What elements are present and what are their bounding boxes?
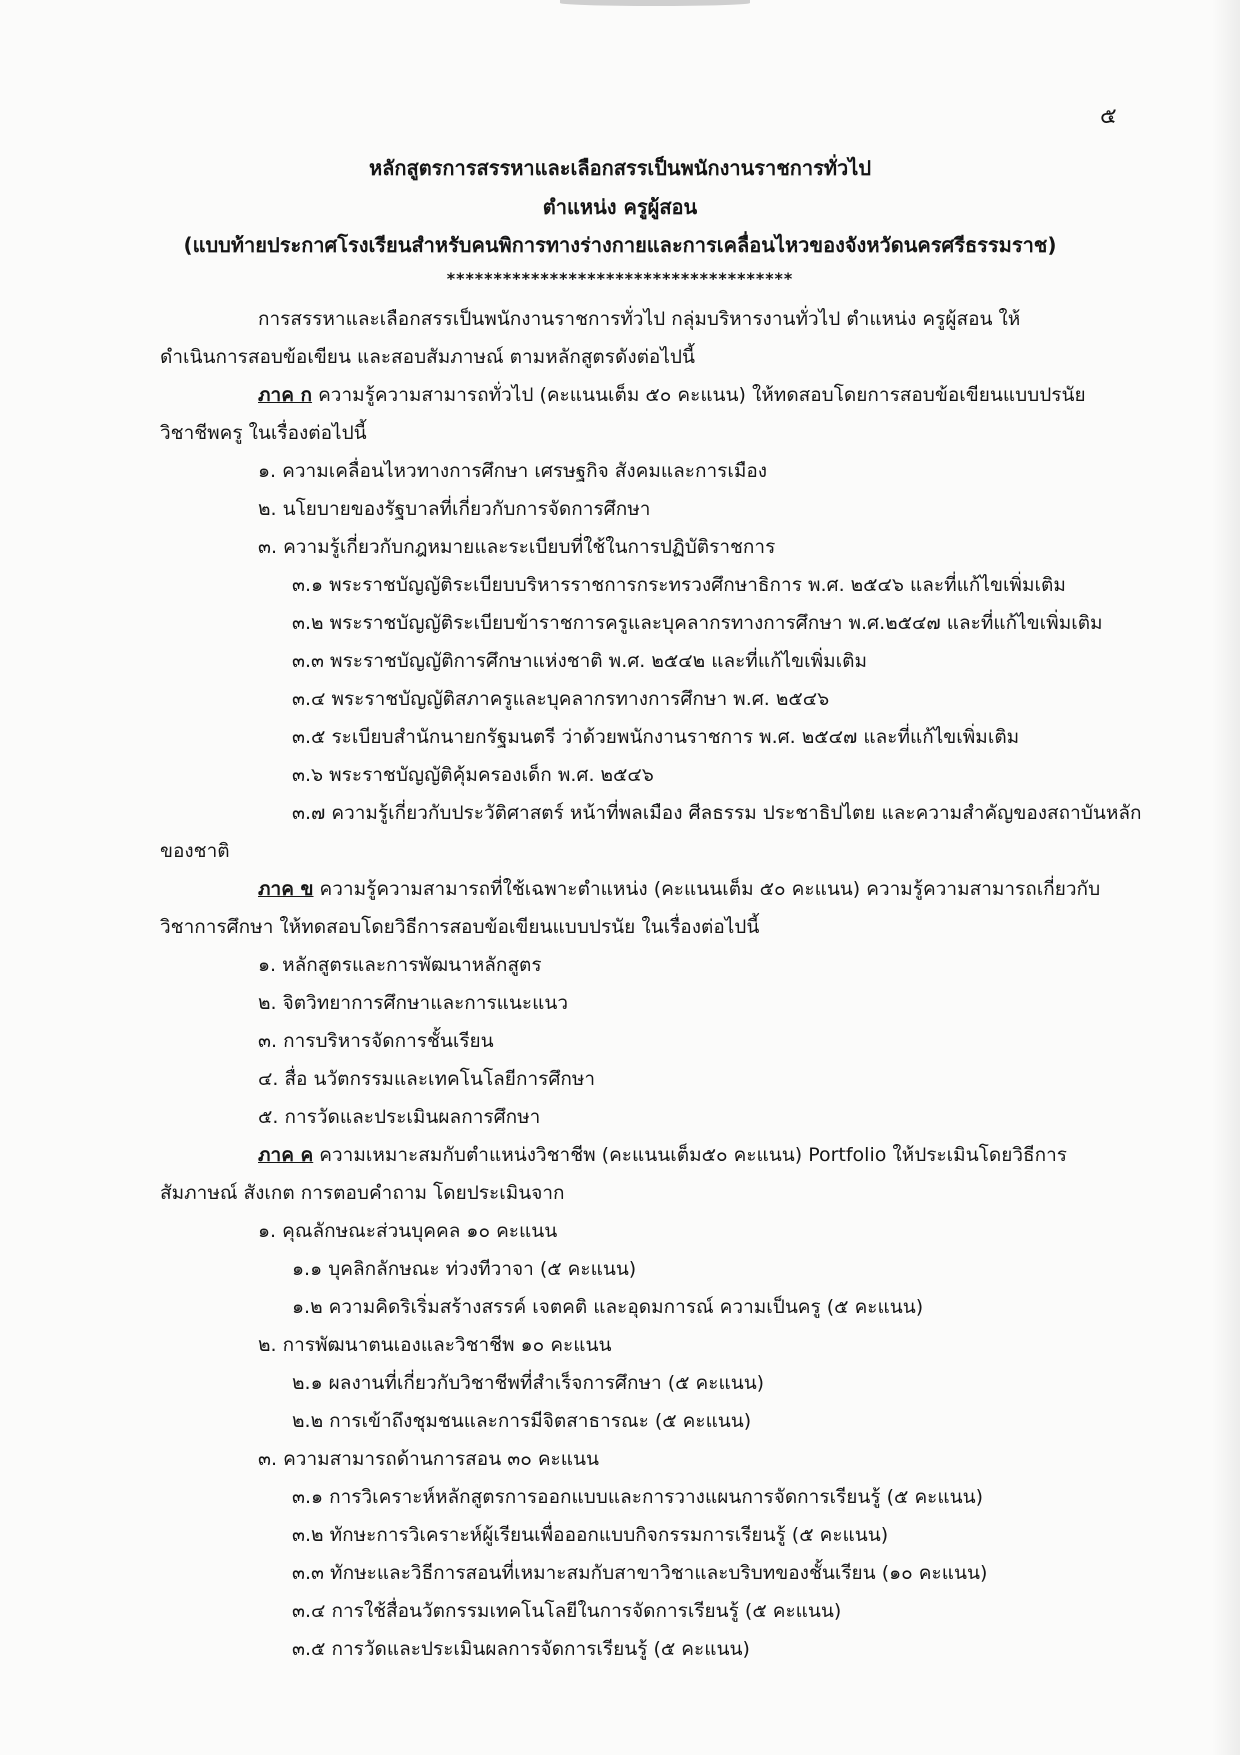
position-title: ตำแหน่ง ครูผู้สอน (542, 195, 698, 219)
part-a-heading (258, 382, 1086, 408)
part-b-item-3: ๓. การบริหารจัดการชั้นเรียน (258, 1030, 494, 1052)
part-b-heading (258, 876, 1100, 902)
part-a-sub-3-7-cont: ของชาติ (160, 840, 230, 862)
part-a-sub-3-7: ๓.๗ ความรู้เกี่ยวกับประวัติศาสตร์ หน้าที่พลเมือง ศีลธรรม ประชาธิปไตย และความสำคัญของสถาบันหลัก (292, 802, 1142, 824)
part-a-sub-3-5: ๓.๕ ระเบียบสำนักนายกรัฐมนตรี ว่าด้วยพนักงานราชการ พ.ศ. ๒๕๔๗ และที่แก้ไขเพิ่มเติม (292, 726, 1020, 748)
part-c-sub-3-3: ๓.๓ ทักษะและวิธีการสอนที่เหมาะสมกับสาขาวิชาและบริบทของชั้นเรียน (๑๐ คะแนน) (292, 1562, 988, 1584)
part-b-item-4: ๔. สื่อ นวัตกรรมและเทคโนโลยีการศึกษา (258, 1068, 596, 1090)
part-a-sub-3-1: ๓.๑ พระราชบัญญัติระเบียบบริหารราชการกระทรวงศึกษาธิการ พ.ศ. ๒๕๔๖ และที่แก้ไขเพิ่มเติม (292, 574, 1066, 596)
part-b-item-2: ๒. จิตวิทยาการศึกษาและการแนะแนว (258, 992, 569, 1014)
part-a-line-2: วิชาชีพครู ในเรื่องต่อไปนี้ (160, 422, 367, 444)
document-title: หลักสูตรการสรรหาและเลือกสรรเป็นพนักงานราชการทั่วไป (368, 156, 872, 180)
part-c-sub-3-1: ๓.๑ การวิเคราะห์หลักสูตรการออกแบบและการวางแผนการจัดการเรียนรู้ (๕ คะแนน) (292, 1486, 983, 1508)
part-c-item-3: ๓. ความสามารถด้านการสอน ๓๐ คะแนน (258, 1448, 599, 1470)
part-c-sub-3-4: ๓.๔ การใช้สื่อนวัตกรรมเทคโนโลยีในการจัดการเรียนรู้ (๕ คะแนน) (292, 1600, 842, 1622)
part-b-label: ภาค ข (258, 878, 314, 900)
part-a-sub-3-4: ๓.๔ พระราชบัญญัติสภาครูและบุคลากรทางการศึกษา พ.ศ. ๒๕๔๖ (292, 688, 830, 710)
part-c-line-2: สัมภาษณ์ สังเกต การตอบคำถาม โดยประเมินจาก (160, 1182, 565, 1204)
part-a-item-1: ๑. ความเคลื่อนไหวทางการศึกษา เศรษฐกิจ สังคมและการเมือง (258, 460, 768, 482)
part-a-sub-3-3: ๓.๓ พระราชบัญญัติการศึกษาแห่งชาติ พ.ศ. ๒๕๔๒ และที่แก้ไขเพิ่มเติม (292, 650, 868, 672)
part-a-label: ภาค ก (258, 384, 313, 406)
scan-artifact (560, 0, 750, 6)
part-a-sub-3-6: ๓.๖ พระราชบัญญัติคุ้มครองเด็ก พ.ศ. ๒๕๔๖ (292, 764, 654, 786)
part-c-sub-2-1: ๒.๑ ผลงานที่เกี่ยวกับวิชาชีพที่สำเร็จการศึกษา (๕ คะแนน) (292, 1372, 765, 1394)
part-c-sub-3-2: ๓.๒ ทักษะการวิเคราะห์ผู้เรียนเพื่อออกแบบกิจกรรมการเรียนรู้ (๕ คะแนน) (292, 1524, 889, 1546)
part-c-sub-3-5: ๓.๕ การวัดและประเมินผลการจัดการเรียนรู้ (๕ คะแนน) (292, 1638, 750, 1660)
part-c-text: ความเหมาะสมกับตำแหน่งวิชาชีพ (คะแนนเต็ม๕๐ คะแนน) Portfolio ให้ประเมินโดยวิธีการ (313, 1144, 1067, 1166)
page-number: ๕ (1100, 104, 1117, 129)
part-c-item-1: ๑. คุณลักษณะส่วนบุคคล ๑๐ คะแนน (258, 1220, 558, 1242)
part-a-text: ความรู้ความสามารถทั่วไป (คะแนนเต็ม ๕๐ คะแนน) ให้ทดสอบโดยการสอบข้อเขียนแบบปรนัย (312, 384, 1086, 406)
part-b-item-1: ๑. หลักสูตรและการพัฒนาหลักสูตร (258, 954, 542, 976)
part-a-item-2: ๒. นโยบายของรัฐบาลที่เกี่ยวกับการจัดการศึกษา (258, 498, 651, 520)
part-a-item-3: ๓. ความรู้เกี่ยวกับกฎหมายและระเบียบที่ใช้ในการปฏิบัติราชการ (258, 536, 776, 558)
document-subtitle: (แบบท้ายประกาศโรงเรียนสำหรับคนพิการทางร่างกายและการเคลื่อนไหวของจังหวัดนครศรีธรรมราช) (183, 233, 1057, 257)
part-b-item-5: ๕. การวัดและประเมินผลการศึกษา (258, 1106, 541, 1128)
part-c-sub-1-1: ๑.๑ บุคลิกลักษณะ ท่วงทีวาจา (๕ คะแนน) (292, 1258, 637, 1280)
part-b-line-2: วิชาการศึกษา ให้ทดสอบโดยวิธีการสอบข้อเขียนแบบปรนัย ในเรื่องต่อไปนี้ (160, 916, 760, 938)
intro-line-2: ดำเนินการสอบข้อเขียน และสอบสัมภาษณ์ ตามหลักสูตรดังต่อไปนี้ (160, 346, 695, 368)
intro-line-1: การสรรหาและเลือกสรรเป็นพนักงานราชการทั่วไป กลุ่มบริหารงานทั่วไป ตำแหน่ง ครูผู้สอน ให้ (258, 308, 1021, 330)
part-c-sub-1-2: ๑.๒ ความคิดริเริ่มสร้างสรรค์ เจตคติ และอุดมการณ์ ความเป็นครู (๕ คะแนน) (292, 1296, 924, 1318)
part-c-heading (258, 1142, 1067, 1168)
part-b-text: ความรู้ความสามารถที่ใช้เฉพาะตำแหน่ง (คะแนนเต็ม ๕๐ คะแนน) ความรู้ความสามารถเกี่ยวกับ (313, 878, 1101, 900)
part-c-sub-2-2: ๒.๒ การเข้าถึงชุมชนและการมีจิตสาธารณะ (๕ คะแนน) (292, 1410, 752, 1432)
part-c-label: ภาค ค (258, 1144, 314, 1166)
part-c-item-2: ๒. การพัฒนาตนเองและวิชาชีพ ๑๐ คะแนน (258, 1334, 612, 1356)
page-edge-shadow (1212, 0, 1240, 1755)
part-a-sub-3-2: ๓.๒ พระราชบัญญัติระเบียบข้าราชการครูและบุคลากรทางการศึกษา พ.ศ.๒๕๔๗ และที่แก้ไขเพิ่มเติม (292, 612, 1103, 634)
title-divider: ************************************* (446, 269, 794, 288)
